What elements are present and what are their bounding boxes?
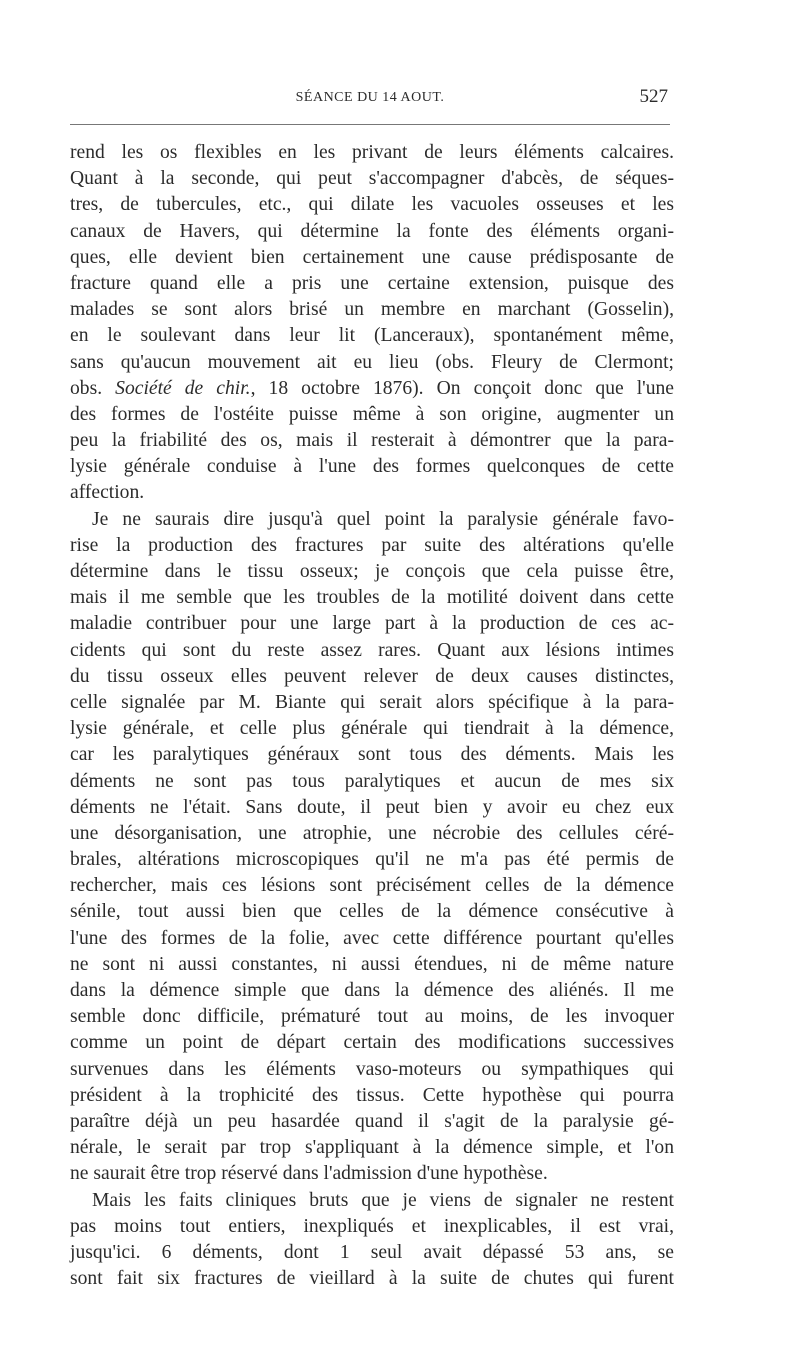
text-line: semble donc difficile, prématuré tout au moins, de les invoquer xyxy=(70,1006,674,1028)
text-line: survenues dans les éléments vaso-moteurs ou sympathiques qui xyxy=(70,1058,674,1080)
text-line: Je ne saurais dire jusqu'à quel point la paralysie générale favo- xyxy=(92,508,674,530)
text-line: lysie générale conduise à l'une des formes quelconques de cette xyxy=(70,456,674,478)
text-line: une désorganisation, une atrophie, une nécrobie des cellules céré- xyxy=(70,822,674,844)
body-text xyxy=(70,140,674,1292)
journal-title: Société de chir. xyxy=(115,377,251,399)
citation-prefix: obs. xyxy=(70,377,116,399)
text-line: déments ne l'était. Sans doute, il peut bien y avoir eu chez eux xyxy=(70,796,674,818)
text-line: détermine dans le tissu osseux; je conçois que cela puisse être, xyxy=(70,561,674,582)
text-line: ne sont ni aussi constantes, ni aussi étendues, ni de même nature xyxy=(70,953,674,975)
text-line: rechercher, mais ces lésions sont précisément celles de la démence xyxy=(70,875,674,897)
text-line: lysie générale, et celle plus générale qui tiendrait à la démence, xyxy=(70,718,674,740)
text-line: affection. xyxy=(70,482,145,504)
text-line: maladie contribuer pour une large part à la production de ces ac- xyxy=(70,613,674,635)
text-line: pas moins tout entiers, inexpliqués et inexplicables, il est vrai, xyxy=(70,1215,674,1237)
text-line: président à la trophicité des tissus. Cette hypothèse qui pourra xyxy=(70,1084,674,1106)
text-line: déments ne sont pas tous paralytiques et aucun de mes six xyxy=(70,770,674,792)
text-line: mais il me semble que les troubles de la motilité doivent dans cette xyxy=(70,587,674,609)
text-line: brales, altérations microscopiques qu'il ne m'a pas été permis de xyxy=(70,849,674,871)
text-line: l'une des formes de la folie, avec cette différence pourtant qu'elles xyxy=(70,927,674,949)
text-line: sans qu'aucun mouvement ait eu lieu (obs. Fleury de Clermont; xyxy=(70,351,674,373)
header-rule xyxy=(70,124,670,125)
running-head xyxy=(70,86,670,112)
text-line: en le soulevant dans leur lit (Lanceraux), spontanément même, xyxy=(70,325,674,347)
text-line: peu la friabilité des os, mais il resterait à démontrer que la para- xyxy=(70,430,674,452)
text-line: sont fait six fractures de vieillard à la suite de chutes qui furent xyxy=(70,1268,674,1290)
text-line: sénile, tout aussi bien que celles de la démence consécutive à xyxy=(70,901,674,923)
text-line: cidents qui sont du reste assez rares. Quant aux lésions intimes xyxy=(70,639,674,661)
text-line: Mais les faits cliniques bruts que je viens de signaler ne restent xyxy=(92,1189,674,1211)
text-line: dans la démence simple que dans la démence des aliénés. Il me xyxy=(70,980,674,1001)
text-line: car les paralytiques généraux sont tous des déments. Mais les xyxy=(70,744,674,766)
text-line-with-citation xyxy=(70,376,674,402)
text-line: nérale, le serait par trop s'appliquant à la démence simple, et l'on xyxy=(70,1137,674,1159)
text-line: rend les os flexibles en les privant de leurs éléments calcaires. xyxy=(70,142,674,163)
text-line: comme un point de départ certain des modifications successives xyxy=(70,1032,674,1054)
text-line: fracture quand elle a pris une certaine extension, puisque des xyxy=(70,272,674,294)
text-line: ques, elle devient bien certainement une cause prédisposante de xyxy=(70,246,674,268)
text-line: ne saurait être trop réservé dans l'admission d'une hypothèse. xyxy=(70,1163,548,1185)
text-line: malades se sont alors brisé un membre en marchant (Gosselin), xyxy=(70,299,674,321)
text-line: Quant à la seconde, qui peut s'accompagner d'abcès, de séques- xyxy=(70,168,674,190)
text-line: des formes de l'ostéite puisse même à son origine, augmenter un xyxy=(70,403,674,425)
text-line: paraître déjà un peu hasardée quand il s'agit de la paralysie gé- xyxy=(70,1110,674,1132)
text-line: rise la production des fractures par suite des altérations qu'elle xyxy=(70,534,674,556)
citation-suffix: , 18 octobre 1876). On conçoit donc que l'une xyxy=(250,377,674,399)
text-line: canaux de Havers, qui détermine la fonte des éléments organi- xyxy=(70,220,674,242)
running-title: SÉANCE DU 14 AOUT. xyxy=(295,90,445,105)
text-line: tres, de tubercules, etc., qui dilate les vacuoles osseuses et les xyxy=(70,194,674,216)
text-line: jusqu'ici. 6 déments, dont 1 seul avait dépassé 53 ans, se xyxy=(70,1241,674,1263)
page-number: 527 xyxy=(639,86,668,107)
text-line: du tissu osseux elles peuvent relever de deux causes distinctes, xyxy=(70,665,674,687)
text-line: celle signalée par M. Biante qui serait alors spécifique à la para- xyxy=(70,691,674,713)
